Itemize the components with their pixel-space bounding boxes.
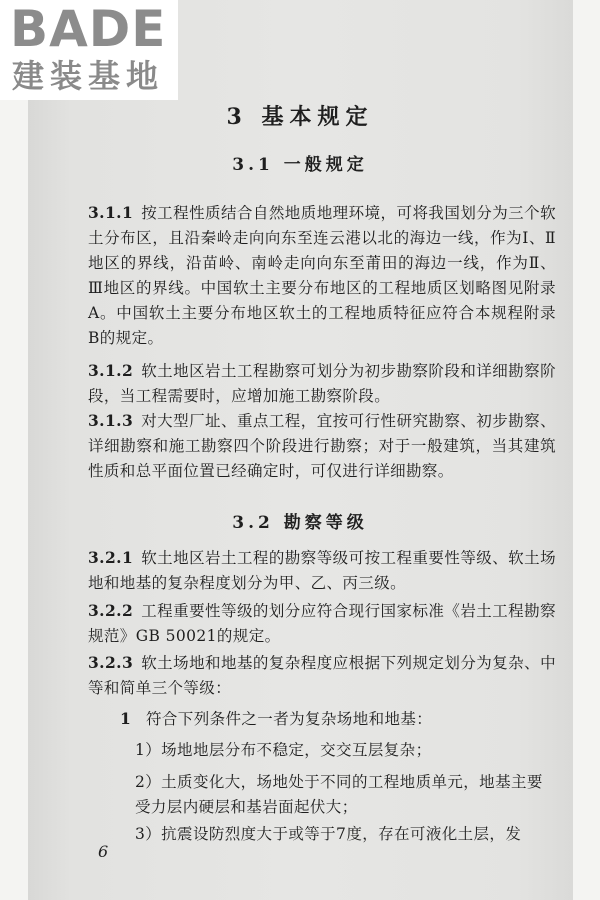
clause-number: 3.1.1 bbox=[88, 203, 134, 222]
clause-3-1-1 bbox=[88, 200, 556, 351]
clause-3-2-2 bbox=[88, 598, 556, 649]
clause-3-2-1 bbox=[88, 545, 556, 596]
chapter-title: 3 基本规定 bbox=[226, 104, 374, 130]
section-heading-3-2: 3.2 勘察等级 bbox=[232, 513, 368, 533]
list-item-3: 3）抗震设防烈度大于或等于7度，存在可液化土层，发 bbox=[135, 825, 522, 843]
clause-3-1-2 bbox=[88, 358, 556, 409]
clause-number: 3.2.1 bbox=[88, 548, 134, 567]
list-level1 bbox=[120, 706, 560, 732]
watermark-logo bbox=[0, 0, 178, 100]
clause-number: 3.1.2 bbox=[88, 361, 134, 380]
list-item-1: 1）场地地层分布不稳定，交交互层复杂； bbox=[135, 741, 432, 759]
clause-text: 软土地区岩土工程的勘察等级可按工程重要性等级、软土场地和地基的复杂程度划分为甲、乙、丙三级。 bbox=[88, 549, 556, 592]
clause-text: 工程重要性等级的划分应符合现行国家标准《岩土工程勘察规范》GB 50021的规定。 bbox=[88, 602, 556, 645]
watermark-brand-cn: 建装基地 bbox=[12, 57, 165, 95]
clause-number: 3.2.3 bbox=[88, 653, 134, 672]
clause-3-2-3 bbox=[88, 650, 556, 701]
clause-number: 3.1.3 bbox=[88, 411, 134, 430]
clause-3-1-3 bbox=[88, 408, 556, 484]
list-level1-text: 符合下列条件之一者为复杂场地和地基： bbox=[146, 710, 433, 728]
clause-number: 3.2.2 bbox=[88, 601, 134, 620]
clause-text: 软土地区岩土工程勘察可划分为初步勘察阶段和详细勘察阶段，当工程需要时，应增加施工勘察阶段。 bbox=[88, 362, 556, 405]
section-heading-3-1: 3.1 一般规定 bbox=[232, 155, 368, 175]
clause-text: 软土场地和地基的复杂程度应根据下列规定划分为复杂、中等和简单三个等级： bbox=[88, 654, 556, 697]
list-level1-number: 1 bbox=[120, 709, 132, 728]
list-item-2: 2）土质变化大，场地处于不同的工程地质单元，地基主要受力层内硬层和基岩面起伏大； bbox=[135, 773, 543, 816]
watermark-brand: BADE bbox=[10, 0, 167, 58]
page-number: 6 bbox=[98, 842, 109, 861]
clause-text: 对大型厂址、重点工程，宜按可行性研究勘察、初步勘察、详细勘察和施工勘察四个阶段进行勘察；对于一般建筑，当其建筑性质和总平面位置已经确定时，可仅进行详细勘察。 bbox=[88, 412, 556, 480]
clause-text: 按工程性质结合自然地质地理环境，可将我国划分为三个软土分布区，且沿秦岭走向向东至连云港以北的海边一线，作为Ⅰ、Ⅱ地区的界线，沿苗岭、南岭走向向东至莆田的海边一线，作为Ⅱ、Ⅲ地区的界线。中国软土主要分布地区的工程地质区划略图见附录A。中国软土主要分布地区软土的工程地质特征应符合本规程附录B的规定。 bbox=[88, 204, 556, 347]
